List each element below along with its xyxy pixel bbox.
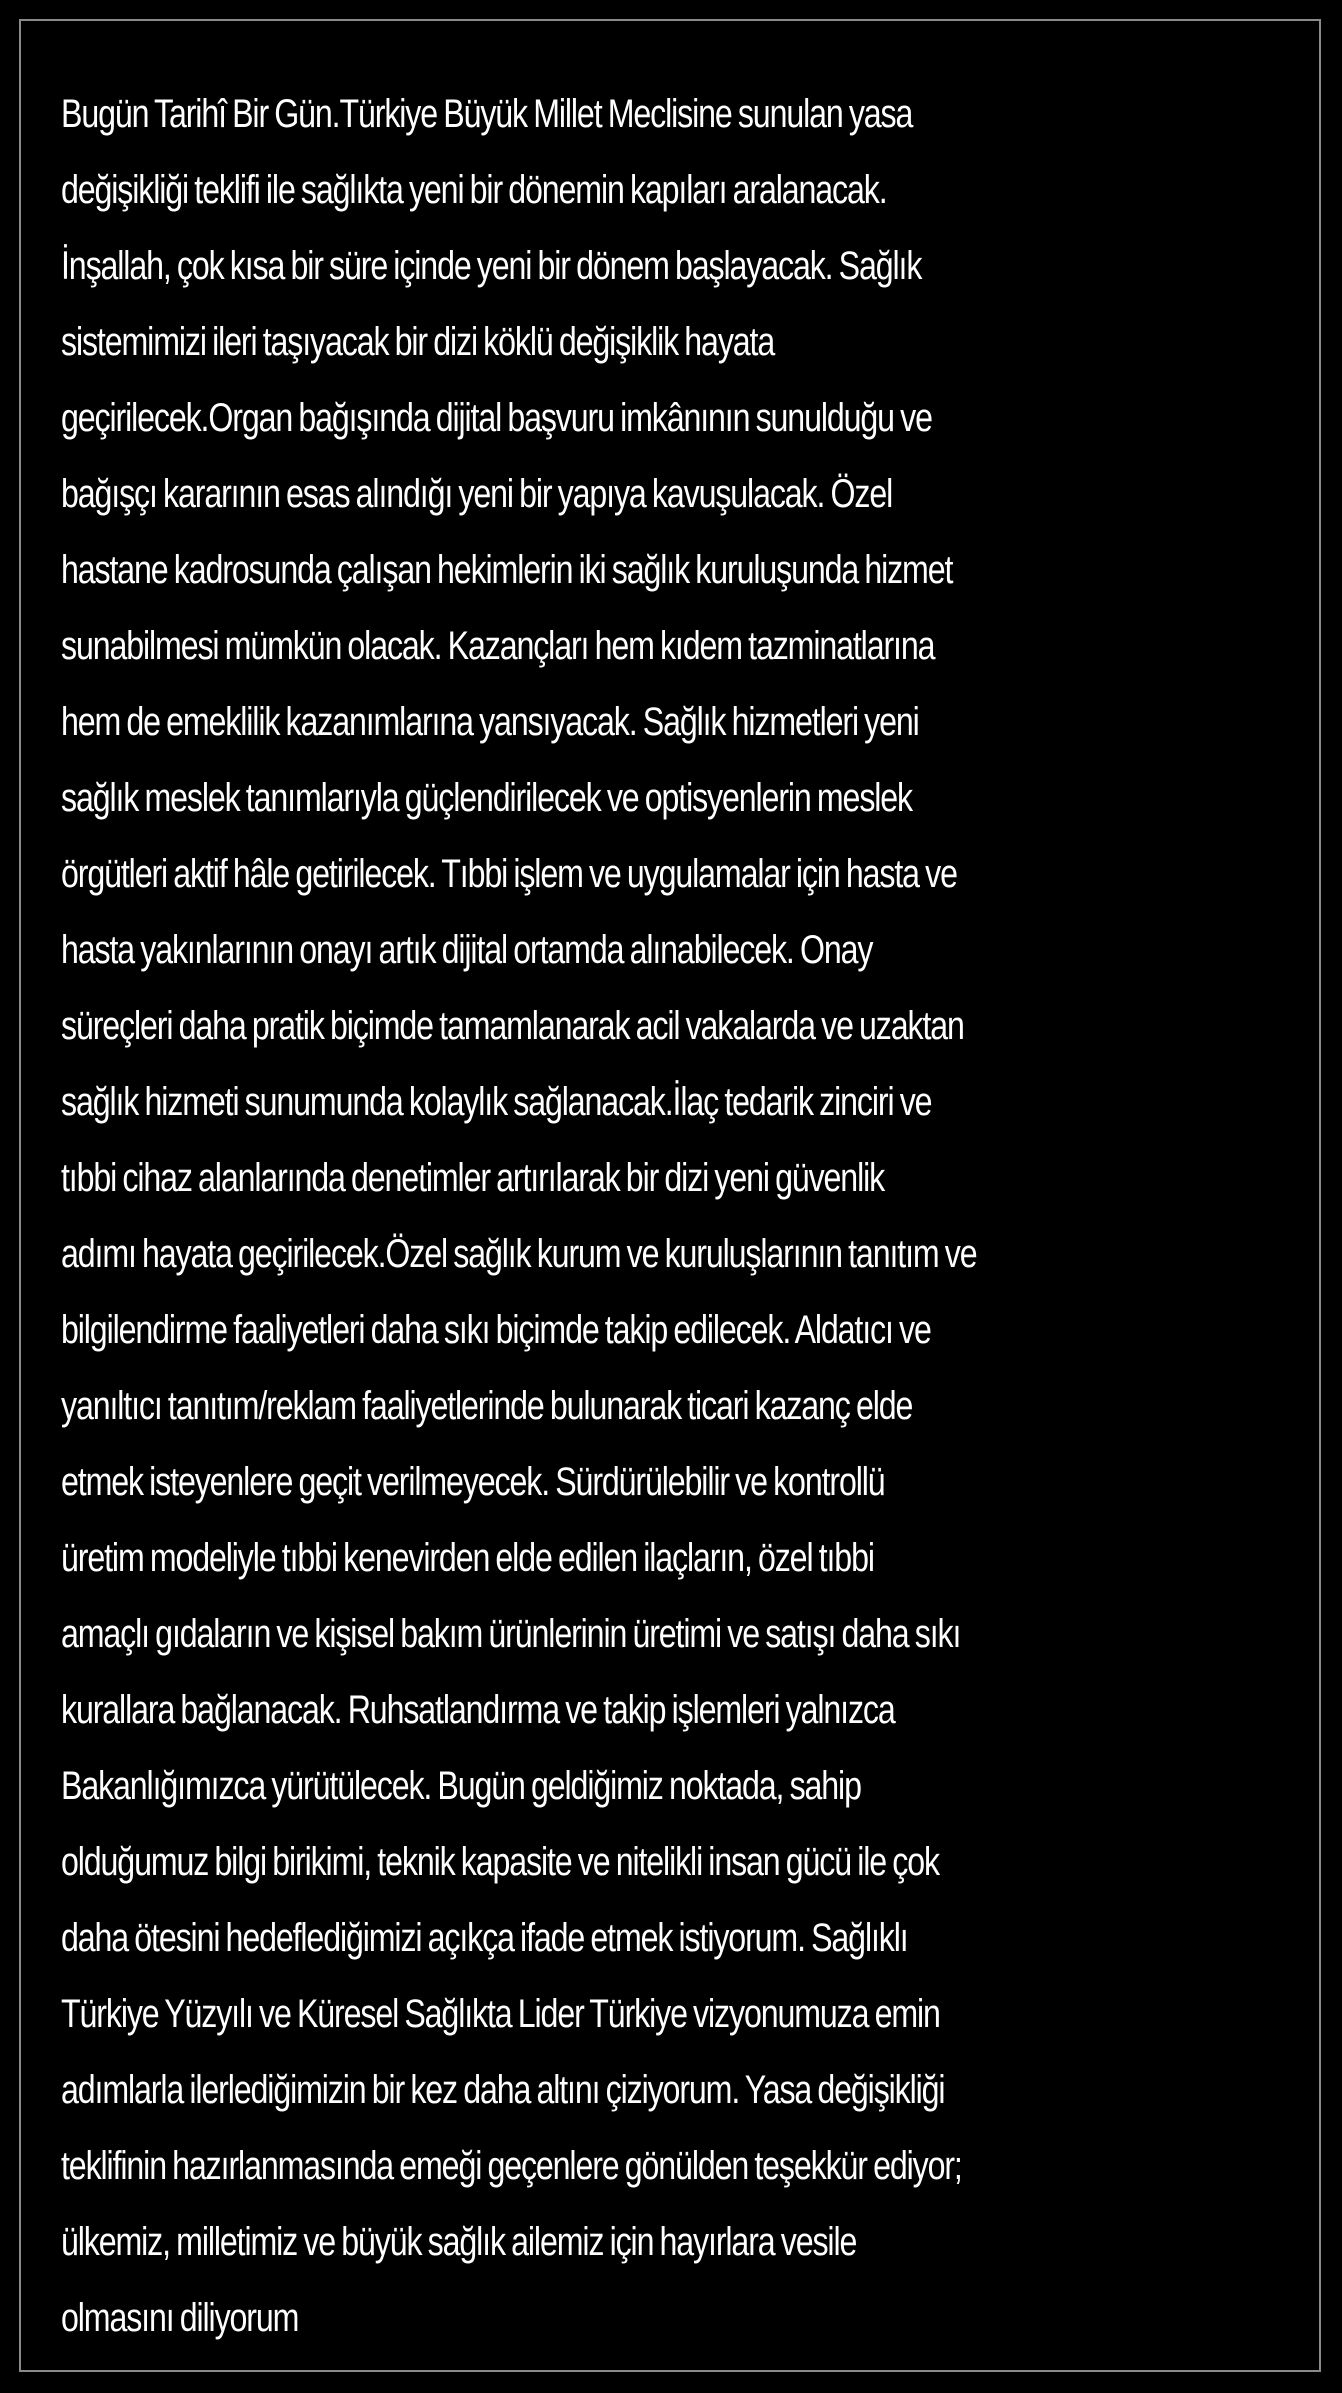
statement-line-3: İnşallah, çok kısa bir süre içinde yeni bir dönem başlayacak. Sağlık xyxy=(61,243,922,288)
statement-line-17: bilgilendirme faaliyetleri daha sıkı biçimde takip edilecek. Aldatıcı ve xyxy=(61,1307,931,1352)
statement-line-23: Bakanlığımızca yürütülecek. Bugün geldiğimiz noktada, sahip xyxy=(61,1763,861,1808)
statement-line-21: amaçlı gıdaların ve kişisel bakım ürünlerinin üretimi ve satışı daha sıkı xyxy=(61,1611,961,1656)
statement-text xyxy=(61,76,1309,2356)
statement-line-14: sağlık hizmeti sunumunda kolaylık sağlanacak.İlaç tedarik zinciri ve xyxy=(61,1079,932,1124)
statement-line-12: hasta yakınlarının onayı artık dijital ortamda alınabilecek. Onay xyxy=(61,927,873,972)
statement-line-4: sistemimizi ileri taşıyacak bir dizi köklü değişiklik hayata xyxy=(61,319,775,364)
statement-line-27: adımlarla ilerlediğimizin bir kez daha altını çiziyorum. Yasa değişikliği xyxy=(61,2067,945,2112)
statement-line-28: teklifinin hazırlanmasında emeği geçenlere gönülden teşekkür ediyor; xyxy=(61,2143,962,2188)
statement-line-25: daha ötesini hedeflediğimizi açıkça ifade etmek istiyorum. Sağlıklı xyxy=(61,1915,908,1960)
statement-line-18: yanıltıcı tanıtım/reklam faaliyetlerinde bulunarak ticari kazanç elde xyxy=(61,1383,913,1428)
statement-line-20: üretim modeliyle tıbbi kenevirden elde edilen ilaçların, özel tıbbi xyxy=(61,1535,874,1580)
statement-line-1: Bugün Tarihî Bir Gün.Türkiye Büyük Millet Meclisine sunulan yasa xyxy=(61,91,913,136)
statement-line-19: etmek isteyenlere geçit verilmeyecek. Sürdürülebilir ve kontrollü xyxy=(61,1459,885,1504)
statement-line-2: değişikliği teklifi ile sağlıkta yeni bir dönemin kapıları aralanacak. xyxy=(61,167,887,212)
statement-line-10: sağlık meslek tanımlarıyla güçlendirilecek ve optisyenlerin meslek xyxy=(61,775,913,820)
statement-line-15: tıbbi cihaz alanlarında denetimler artırılarak bir dizi yeni güvenlik xyxy=(61,1155,885,1200)
statement-line-8: sunabilmesi mümkün olacak. Kazançları hem kıdem tazminatlarına xyxy=(61,623,935,668)
statement-line-6: bağışçı kararının esas alındığı yeni bir yapıya kavuşulacak. Özel xyxy=(61,471,893,516)
statement-line-13: süreçleri daha pratik biçimde tamamlanarak acil vakalarda ve uzaktan xyxy=(61,1003,964,1048)
statement-line-29: ülkemiz, milletimiz ve büyük sağlık ailemiz için hayırlara vesile xyxy=(61,2219,857,2264)
statement-line-9: hem de emeklilik kazanımlarına yansıyacak. Sağlık hizmetleri yeni xyxy=(61,699,919,744)
statement-line-30: olmasını diliyorum xyxy=(61,2295,299,2340)
statement-line-26: Türkiye Yüzyılı ve Küresel Sağlıkta Lider Türkiye vizyonumuza emin xyxy=(61,1991,940,2036)
statement-line-7: hastane kadrosunda çalışan hekimlerin iki sağlık kuruluşunda hizmet xyxy=(61,547,953,592)
statement-line-11: örgütleri aktif hâle getirilecek. Tıbbi işlem ve uygulamalar için hasta ve xyxy=(61,851,957,896)
statement-line-5: geçirilecek.Organ bağışında dijital başvuru imkânının sunulduğu ve xyxy=(61,395,932,440)
statement-line-22: kurallara bağlanacak. Ruhsatlandırma ve takip işlemleri yalnızca xyxy=(61,1687,895,1732)
statement-line-16: adımı hayata geçirilecek.Özel sağlık kurum ve kuruluşlarının tanıtım ve xyxy=(61,1231,977,1276)
statement-line-24: olduğumuz bilgi birikimi, teknik kapasite ve nitelikli insan gücü ile çok xyxy=(61,1839,939,1884)
